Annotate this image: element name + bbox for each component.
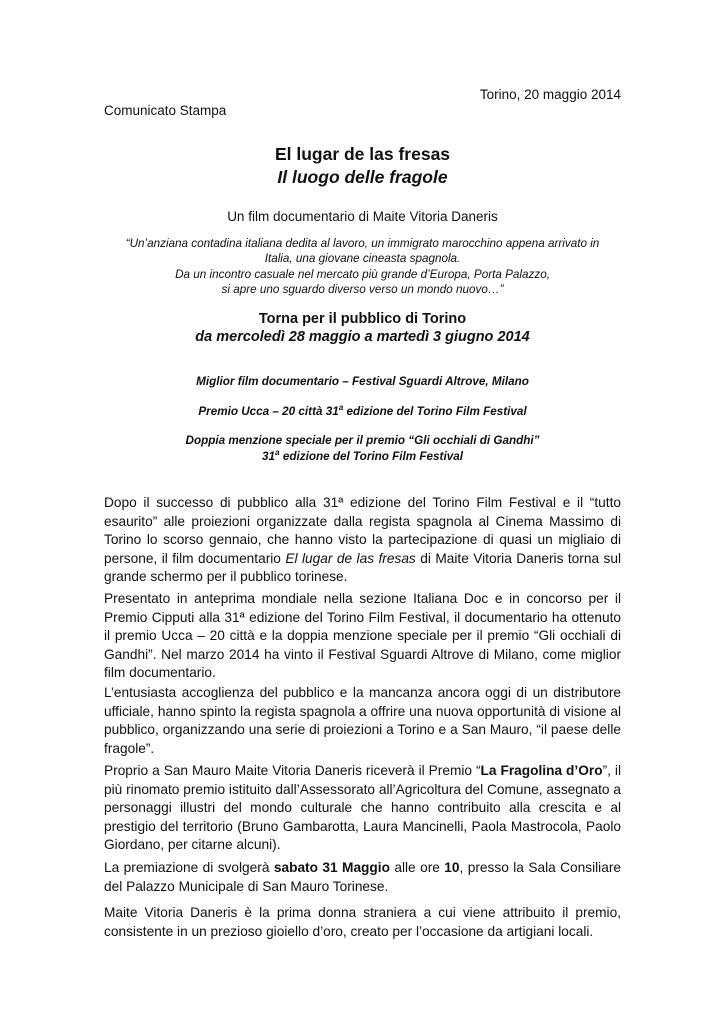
award-special-mention: Doppia menzione speciale per il premio “Gli occhiali di Gandhi” [185, 434, 540, 447]
ceremony-date-bold: sabato 31 Maggio [273, 860, 390, 875]
film-subtitle: Un film documentario di Maite Vitoria Daneris [227, 209, 498, 224]
synopsis-quote [104, 236, 621, 297]
award-text: edizione del Torino Film Festival [343, 405, 527, 418]
release-date: Torino, 20 maggio 2014 [479, 87, 621, 102]
award-name-bold: La Fragolina d’Oro [480, 763, 603, 778]
ceremony-time-bold: 10 [444, 860, 460, 875]
paragraph-text: Dopo il successo di pubblico alla 31ª edizione del Torino Film Festival e il “tutto esaurito” alle proiezioni organizzate dalla regista spagnola al Cinema Massimo di Torino lo scorso gennaio, che hanno visto la partecipazione di quasi un migliaio di persone, il film documentario [104, 495, 621, 566]
film-title-spanish: El lugar de las fresas [274, 144, 451, 164]
paragraph-text: Proprio a San Mauro Maite Vitoria Daneris riceverà il Premio “ [104, 763, 481, 778]
body-paragraph-1 [104, 494, 621, 587]
award-text: 31 [262, 450, 276, 463]
quote-line: si apre uno sguardo diverso verso un mondo nuovo…” [221, 282, 504, 296]
paragraph-text: La premiazione di svolgerà [104, 860, 274, 875]
ordinal-superscript: a [338, 403, 344, 413]
body-paragraph-2: Presentato in anteprima mondiale nella sezione Italiana Doc e in concorso per il Premio Cipputi alla 31ª edizione del Torino Film Festival, il documentario ha ottenuto il premio Ucca – 20 città e la doppia menzione speciale per il premio “Gli occhiali di Gandhi”. Nel marzo 2014 ha vinto il Festival Sguardi Altrove di Milano, come miglior film documentario. [104, 591, 621, 681]
paragraph-text: di Maite Vitoria Daneris torna sul grande schermo per il pubblico torinese. [104, 550, 622, 585]
film-title-italian: Il luogo delle fragole [277, 167, 448, 187]
paragraph-text: , presso la Sala Consiliare del Palazzo Municipale di San Mauro Torinese. [104, 860, 621, 894]
ordinal-superscript: a [275, 448, 280, 458]
award-special-mention-edition [104, 449, 621, 465]
announcement-heading: Torna per il pubblico di Torino [258, 311, 467, 327]
document-type-label: Comunicato Stampa [104, 103, 227, 118]
paragraph-text: alle ore [389, 860, 445, 875]
award-best-documentary: Miglior film documentario – Festival Sguardi Altrove, Milano [196, 375, 529, 388]
award-text: edizione del Torino Film Festival [279, 450, 463, 463]
award-text: Premio Ucca – 20 città 31 [198, 405, 339, 418]
quote-line: “Un’anziana contadina italiana dedita al lavoro, un immigrato marocchino appena arrivato in [125, 237, 600, 250]
paragraph-text: ”, il più rinomato premio istituito dall’Assessorato all’Agricoltura del Comune, assegnato a personaggi illustri del mondo culturale che hanno contribuito alla crescita e al prestigio del territorio (Bruno Gambarotta, Laura Mancinelli, Paola Mastrocola, Paolo Giordano, per citarne alcuni). [104, 763, 621, 853]
body-paragraph-3: L’entusiasta accoglienza del pubblico e la mancanza ancora oggi di un distributore ufficiale, hanno spinto la regista spagnola a offrire una nuova opportunità di visione al pubblico, organizzando una serie di proiezioni a Torino e a San Mauro, “il paese delle fragole”. [104, 685, 621, 756]
announcement-dates: da mercoledì 28 maggio a martedì 3 giugno 2014 [195, 329, 530, 345]
body-paragraph-4 [104, 762, 621, 855]
body-paragraph-6: Maite Vitoria Daneris è la prima donna straniera a cui viene attribuito il premio, consistente in un prezioso gioiello d’oro, creato per l’occasione da artigiani locali. [104, 905, 621, 939]
quote-line: Italia, una giovane cineasta spagnola. [264, 252, 461, 266]
quote-line: Da un incontro casuale nel mercato più grande d’Europa, Porta Palazzo, [175, 267, 550, 281]
film-title-inline: El lugar de las fresas [285, 550, 416, 566]
body-paragraph-5 [104, 859, 621, 896]
award-premio-ucca [104, 404, 621, 420]
